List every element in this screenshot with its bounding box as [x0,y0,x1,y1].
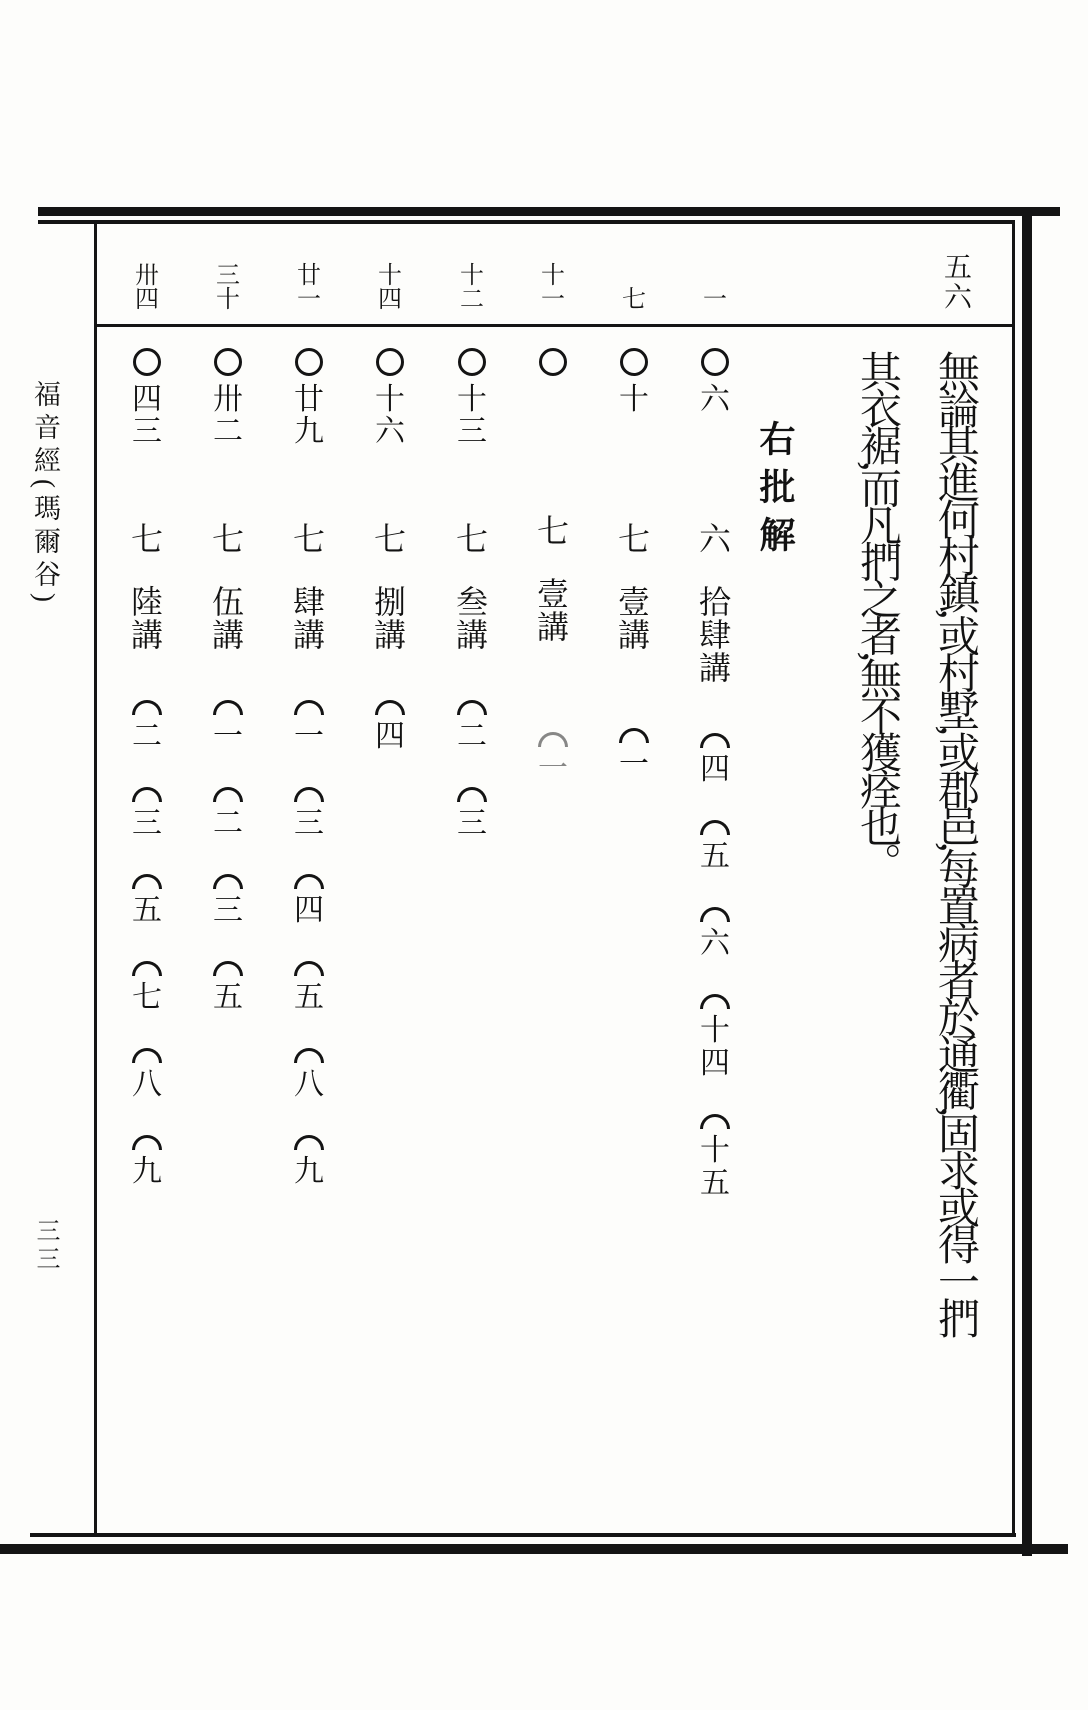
verse-ref-char: 二 [213,415,243,448]
ref-column [606,348,662,815]
open-paren-icon [457,700,487,715]
section-ref [687,733,743,786]
section-list [119,700,175,1188]
lecture-ref [362,523,418,652]
verse-circle-icon [214,348,242,376]
lecture-ref-rest [119,586,175,652]
ref-column-header-char: 二 [460,287,484,313]
section-ref [281,700,337,753]
section-ref-char: 五 [132,894,162,927]
verse-ref-char: 六 [700,383,730,416]
open-paren-icon [213,874,243,889]
ref-column-header-char: 十 [460,263,484,289]
section-ref-char: 三 [213,894,243,927]
lecture-ref-char: 講 [373,617,406,653]
section-ref [281,1048,337,1101]
verse-ref-char: 九 [294,415,324,448]
ref-column-header [119,264,175,312]
frame-right-thin-border [1012,224,1015,1537]
section-ref-char: 一 [294,720,324,753]
main-text-column-2: 其衣裾,而凡捫之者,無不獲痊也。 [854,350,900,879]
lecture-ref-char: 壹 [617,584,650,620]
open-paren-icon [457,787,487,802]
book-title-margin: 福音經(瑪爾谷) [30,380,60,608]
open-paren-icon [294,961,324,976]
lecture-ref-rest [200,586,256,652]
ref-column-header-char: 廿 [297,263,321,289]
lecture-ref [200,523,256,652]
ref-column-header [281,264,337,312]
lecture-ref-char: 講 [292,617,325,653]
section-ref-char: 五 [294,981,324,1014]
section-ref [119,1135,175,1188]
section-list [281,700,337,1188]
section-ref [200,787,256,840]
lecture-ref [444,523,500,652]
ref-column-header-char: 卅 [135,263,159,289]
ref-column-header-char: 十 [378,263,402,289]
verse-circle-icon [376,348,404,376]
ref-column-header-char: 一 [297,287,321,313]
section-ref-char: 六 [700,927,730,960]
section-ref [281,1135,337,1188]
section-ref-char: 三 [132,807,162,840]
ref-column-header [606,288,662,312]
section-ref-char: 五 [700,1167,730,1200]
section-ref [119,787,175,840]
section-ref [281,961,337,1014]
lecture-ref [606,523,662,652]
header-band-rule [97,324,1014,327]
section-list [606,728,662,781]
section-ref [687,820,743,873]
lecture-ref-rest [687,586,743,685]
section-ref-char: 九 [294,1155,324,1188]
section-ref-char: 九 [132,1155,162,1188]
verse-ref-char: 四 [132,383,162,416]
lecture-ref-rest [281,586,337,652]
lecture-ref-char: 七 [455,521,488,557]
open-paren-icon [700,994,730,1009]
lecture-ref-char: 肆 [292,584,325,620]
ref-column-header-char: 四 [135,287,159,313]
open-paren-icon [538,732,568,747]
frame-top-thick-border [38,207,1060,216]
ref-column-header [362,264,418,312]
section-ref [200,700,256,753]
lecture-ref-char: 講 [211,617,244,653]
lecture-ref-char: 陸 [130,584,163,620]
ref-column [362,348,418,787]
lecture-ref-char: 捌 [373,584,406,620]
lecture-ref-rest [444,586,500,652]
open-paren-icon [294,874,324,889]
section-ref-char: 十 [700,1014,730,1047]
section-heading: 右批解 [755,420,795,564]
open-paren-icon [375,700,405,715]
open-paren-icon [700,733,730,748]
lecture-ref-char: 講 [617,617,650,653]
frame-left-border [94,224,97,1537]
ref-column [444,348,500,874]
verse-ref-char: 三 [132,415,162,448]
section-ref-char: 四 [700,753,730,786]
section-ref [444,787,500,840]
section-ref-char: 一 [619,748,649,781]
section-ref-char: 三 [457,807,487,840]
open-paren-icon [132,961,162,976]
lecture-ref-char: 肆 [698,617,731,653]
lecture-ref-char: 講 [130,617,163,653]
section-ref-char: 一 [213,720,243,753]
lecture-ref [119,523,175,652]
lecture-ref-rest [362,586,418,652]
frame-top-thin-border [38,220,1015,224]
section-ref [119,1048,175,1101]
lecture-ref-char: 拾 [698,584,731,620]
lecture-ref-char: 七 [130,521,163,557]
lecture-ref-char: 七 [292,521,325,557]
lecture-ref-char: 七 [536,513,569,549]
verse-number-header: 五六 [940,252,971,312]
section-ref-char: 五 [700,840,730,873]
section-ref [119,700,175,753]
lecture-ref-char: 壹 [536,576,569,612]
ref-column-header [200,264,256,312]
section-ref [200,874,256,927]
lecture-ref-char: 七 [373,521,406,557]
open-paren-icon [619,728,649,743]
section-list [525,732,581,785]
open-paren-icon [700,1114,730,1129]
section-ref [444,700,500,753]
ref-column [687,348,743,1234]
section-ref-char: 四 [375,720,405,753]
lecture-ref-char: 講 [698,650,731,686]
verse-circle-icon [539,348,567,376]
lecture-ref [687,523,743,685]
open-paren-icon [132,700,162,715]
section-ref [200,961,256,1014]
open-paren-icon [213,787,243,802]
section-ref-char: 二 [213,807,243,840]
frame-bottom-thick-border [0,1544,1068,1554]
ref-column-header-char: 四 [378,287,402,313]
ref-column [281,348,337,1222]
verse-ref-char: 廿 [294,383,324,416]
ref-column-header-char: 一 [703,287,727,313]
section-list [200,700,256,1014]
lecture-ref-char: 七 [211,521,244,557]
verse-circle-icon [295,348,323,376]
section-ref-char: 八 [294,1068,324,1101]
lecture-ref-char: 伍 [211,584,244,620]
ref-column-header [525,264,581,312]
section-ref-char: 四 [700,1047,730,1080]
ref-column-header-char: 三 [216,263,240,289]
verse-ref-char: 十 [619,383,649,416]
section-ref [119,874,175,927]
section-ref [606,728,662,781]
section-ref [687,907,743,960]
open-paren-icon [132,787,162,802]
ref-column-header-char: 十 [216,287,240,313]
open-paren-icon [294,787,324,802]
lecture-ref-char: 講 [455,617,488,653]
open-paren-icon [213,700,243,715]
ref-column-header-char: 一 [541,287,565,313]
open-paren-icon [132,1048,162,1063]
section-list [687,733,743,1200]
section-list [362,700,418,753]
verse-ref-char: 十 [375,383,405,416]
ref-column-header [687,288,743,312]
verse-circle-icon [620,348,648,376]
section-ref-char: 十 [700,1134,730,1167]
open-paren-icon [213,961,243,976]
section-ref [687,1114,743,1200]
verse-circle-icon [701,348,729,376]
verse-ref-char: 三 [457,415,487,448]
open-paren-icon [700,820,730,835]
verse-ref-char: 十 [457,383,487,416]
section-ref-char: 二 [457,720,487,753]
lecture-ref-char: 講 [536,609,569,645]
open-paren-icon [700,907,730,922]
lecture-ref-rest [525,578,581,644]
section-ref [687,994,743,1080]
verse-circle-icon [133,348,161,376]
lecture-ref-char: 叁 [455,584,488,620]
ref-column-header [444,264,500,312]
lecture-ref-char: 六 [698,521,731,557]
ref-column-header-char: 十 [541,263,565,289]
section-ref [525,732,581,785]
lecture-ref-rest [606,586,662,652]
section-ref [281,787,337,840]
open-paren-icon [132,874,162,889]
page-number: 三三 [32,1218,58,1274]
lecture-ref-char: 七 [617,521,650,557]
open-paren-icon [294,1135,324,1150]
main-text-column-1: 無論其進何村鎮,或村墅,或郡邑,每置病者於通衢,固求或得一捫 [932,350,978,1334]
section-ref-char: 八 [132,1068,162,1101]
lecture-ref [281,523,337,652]
section-ref-char: 四 [294,894,324,927]
ref-column [200,348,256,1048]
section-ref-char: 一 [538,752,568,785]
section-list [444,700,500,840]
section-ref-char: 三 [294,807,324,840]
section-ref-char: 七 [132,981,162,1014]
lecture-ref [525,515,581,644]
verse-circle-icon [458,348,486,376]
verse-ref-char: 卅 [213,383,243,416]
ref-column [525,348,581,819]
open-paren-icon [294,1048,324,1063]
section-ref-char: 二 [132,720,162,753]
section-ref [281,874,337,927]
open-paren-icon [132,1135,162,1150]
verse-ref-char: 六 [375,415,405,448]
ref-column-header-char: 七 [622,287,646,313]
open-paren-icon [294,700,324,715]
section-ref-char: 五 [213,981,243,1014]
section-ref [119,961,175,1014]
section-ref [362,700,418,753]
frame-right-thick-border [1022,207,1032,1556]
frame-bottom-thin-border [30,1533,1016,1537]
ref-column [119,348,175,1222]
